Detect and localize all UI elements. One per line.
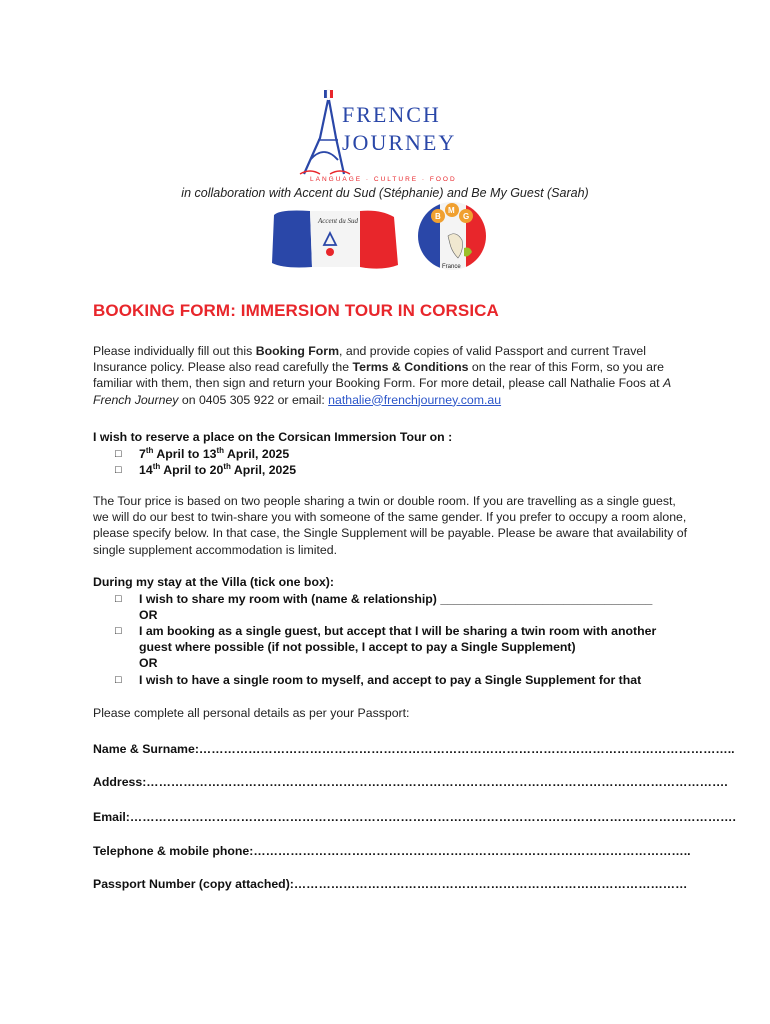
date-option-1[interactable]: □ 7th April to 13th April, 2025	[115, 445, 290, 461]
intro-paragraph	[93, 343, 693, 408]
accent-du-sud-logo	[270, 205, 400, 271]
email-field[interactable]: Email:………………………………………………………………………………………………………………………………….	[93, 810, 736, 824]
eiffel-tower-logo-icon	[280, 88, 490, 184]
page-title: BOOKING FORM: IMMERSION TOUR IN CORSICA	[93, 301, 499, 320]
or-label-2: OR	[139, 656, 158, 670]
intro-bold-booking-form: Booking Form	[255, 344, 340, 358]
personal-details-note: Please complete all personal details as per your Passport:	[93, 706, 410, 720]
reserve-label: I wish to reserve a place on the Corsican Immersion Tour on :	[93, 430, 453, 444]
passport-number-field[interactable]: Passport Number (copy attached):……………………………………………………………………………………	[93, 877, 688, 891]
checkbox-single-guest[interactable]: □	[115, 625, 122, 637]
intro-bold-terms: Terms & Conditions	[352, 360, 469, 375]
svg-text:M: M	[448, 206, 455, 215]
intro-text-1: Please individually fill out this	[93, 344, 256, 358]
checkbox-single-room[interactable]: □	[115, 674, 122, 686]
checkbox-share[interactable]: □	[115, 593, 122, 605]
stay-option-single-room[interactable]: □ I wish to have a single room to myself, and accept to pay a Single Supplement for that	[115, 673, 642, 687]
svg-text:G: G	[463, 212, 470, 221]
checkbox-date-2[interactable]: □	[115, 464, 122, 476]
stay-label: During my stay at the Villa (tick one box):	[93, 575, 334, 589]
intro-italic-company: A French Journey	[93, 376, 671, 407]
date-option-2[interactable]: □ 14th April to 20th April, 2025	[115, 461, 297, 477]
french-journey-logo	[280, 88, 490, 184]
price-paragraph: The Tour price is based on two people sharing a twin or double room. If you are travelling as a single guest, we will do our best to twin-share you with someone of the same gender. If you prefer to occupy a room alone, please specify below. In that case, the Single Supplement will be payable. Please be aware that availability of single supplement accommodation is limited.	[93, 494, 688, 557]
be-my-guest-logo	[412, 200, 492, 272]
svg-text:Accent du Sud: Accent du Sud	[318, 217, 359, 225]
intro-text-4: on 0405 305 922 or email:	[178, 392, 329, 407]
svg-text:FRENCH: FRENCH	[342, 102, 441, 127]
svg-text:JOURNEY: JOURNEY	[342, 130, 457, 155]
collaboration-text: in collaboration with Accent du Sud (Stéphanie) and Be My Guest (Sarah)	[181, 186, 589, 200]
address-field[interactable]: Address:…………………………………………………………………………………………………………………………….	[93, 775, 728, 789]
or-label-1: OR	[139, 608, 158, 622]
email-link[interactable]: nathalie@frenchjourney.com.au	[328, 392, 502, 407]
checkbox-date-1[interactable]: □	[115, 448, 122, 460]
svg-text:B: B	[435, 212, 441, 221]
intro-text-3: on the rear of this Form, so you are familiar with them, then sign and return your Booking Form. For more detail, please call Nathalie Foos at	[93, 360, 664, 391]
telephone-field[interactable]: Telephone & mobile phone:……………………………………………………………………………………………..	[93, 844, 691, 858]
stay-option-share[interactable]: □ I wish to share my room with (name & relationship) _______________________________	[115, 592, 653, 606]
svg-text:LANGUAGE · CULTURE · FOOD: LANGUAGE · CULTURE · FOOD	[310, 176, 457, 183]
name-surname-field[interactable]: Name & Surname:…………………………………………………………………………………………………………………..	[93, 742, 735, 756]
svg-text:France: France	[442, 264, 461, 270]
stay-option-single-guest[interactable]: □ I am booking as a single guest, but accept that I will be sharing a twin room with another guest where possible (if not possible, I accept to pay a Single Supplement)	[115, 624, 657, 654]
intro-text-2: , and provide copies of valid Passport and current Travel Insurance policy. Please also read carefully the	[93, 344, 646, 375]
